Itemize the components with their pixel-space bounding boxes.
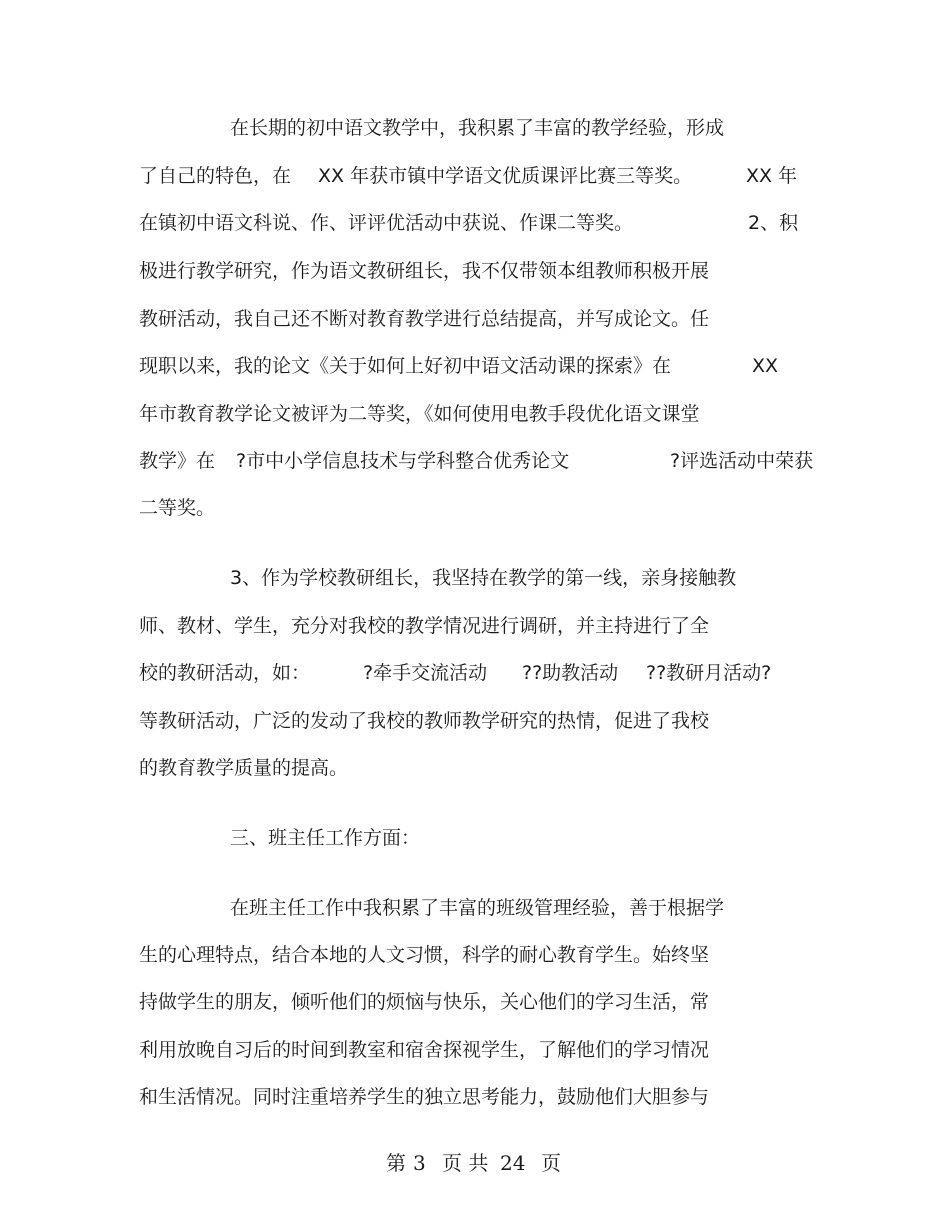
text-segment: ?评选活动中荣获 xyxy=(670,450,814,472)
text-segment: 教研活动，我自己还不断对教育教学进行总结提高，并写成论文。任 xyxy=(139,308,710,330)
page-label-suffix: 页 xyxy=(541,1151,561,1175)
text-segment: 在镇初中语文科说、作、评评优活动中获说、作课二等奖。 xyxy=(139,212,634,234)
text-segment: 在班主任工作中我积累了丰富的班级管理经验，善于根据学 xyxy=(230,897,725,919)
text-segment: 了自己的特色，在 xyxy=(139,165,292,187)
text-segment: ??助教活动 xyxy=(522,662,619,684)
text-segment: 和生活情况。同时注重培养学生的独立思考能力，鼓励他们大胆参与 xyxy=(139,1086,710,1108)
text-segment: 在长期的初中语文教学中，我积累了丰富的教学经验，形成 xyxy=(230,117,725,139)
text-segment: 现职以来，我的论文《关于如何上好初中语文活动课的探索》在 xyxy=(139,355,672,377)
text-segment: 持做学生的朋友，倾听他们的烦恼与快乐，关心他们的学习生活，常 xyxy=(139,991,710,1013)
text-segment: 年市教育教学论文被评为二等奖，《如何使用电教手段优化语文课堂 xyxy=(139,403,700,425)
text-segment: 的教育教学质量的提高。 xyxy=(139,757,349,779)
text-segment: ??教研月活动? xyxy=(646,662,772,684)
text-segment: 2、积 xyxy=(748,212,799,234)
page-label-middle: 页 共 xyxy=(442,1151,489,1175)
text-segment: 三、班主任工作方面： xyxy=(230,827,421,849)
text-segment: ?牵手交流活动 xyxy=(363,662,488,684)
text-segment: 校的教研活动，如： xyxy=(139,662,311,684)
text-segment: 3、作为学校教研组长，我坚持在教学的第一线，亲身接触教 xyxy=(230,567,737,589)
page-footer xyxy=(0,1150,950,1176)
page-label-prefix: 第 xyxy=(386,1151,406,1175)
text-segment: 等教研活动，广泛的发动了我校的教师教学研究的热情，促进了我校 xyxy=(139,710,710,732)
current-page-number: 3 xyxy=(413,1151,426,1175)
text-segment: XX 年获市镇中学语文优质课评比赛三等奖。 xyxy=(318,165,693,187)
text-segment: XX 年 xyxy=(746,165,798,187)
text-segment: 师、教材、学生，充分对我校的教学情况进行调研，并主持进行了全 xyxy=(139,615,710,637)
text-segment: ?市中小学信息技术与学科整合优秀论文 xyxy=(236,450,570,472)
text-segment: 利用放晚自习后的时间到教室和宿舍探视学生，了解他们的学习情况 xyxy=(139,1039,710,1061)
text-segment: 生的心理特点，结合本地的人文习惯，科学的耐心教育学生。始终坚 xyxy=(139,944,710,966)
total-pages-number: 24 xyxy=(500,1151,526,1175)
text-segment: 极进行教学研究，作为语文教研组长，我不仅带领本组教师积极开展 xyxy=(139,260,710,282)
text-segment: 教学》在 xyxy=(139,450,216,472)
text-segment: 二等奖。 xyxy=(139,497,216,519)
text-segment: XX xyxy=(752,355,779,377)
